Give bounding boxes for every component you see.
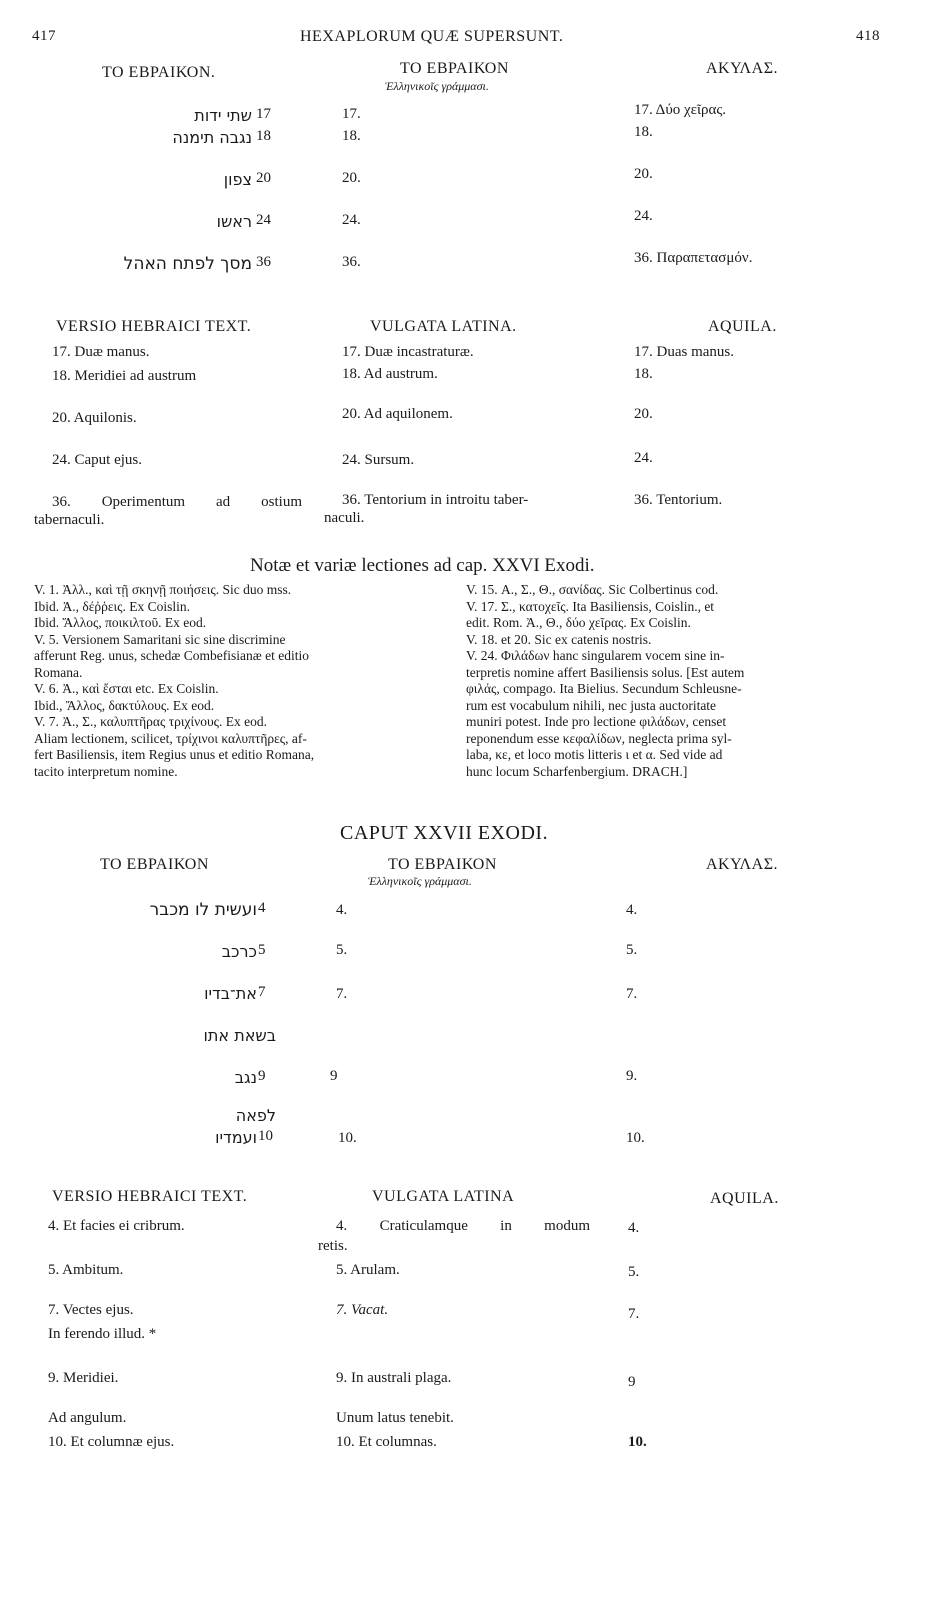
col-head-hebrew: ΤΟ ΕΒΡΑΙΚΟΝ <box>100 856 209 873</box>
hebrew-text: ועשית לו מכבר <box>149 900 257 920</box>
col-subhead-greek-letters: Ἑλληνικοῖς γράμμασι. <box>385 79 489 93</box>
col-head-greek-letters: ΤΟ ΕΒΡΑΙΚΟΝ <box>400 60 509 77</box>
versio-cell: 20. Aquilonis. <box>52 410 137 426</box>
aquila-cell: 18. <box>634 124 653 140</box>
vulgata-cell: 24. Sursum. <box>342 452 415 468</box>
col-head-vulgata: VULGATA LATINA. <box>370 318 517 335</box>
translit-cell: 9 <box>330 1068 338 1084</box>
translit-cell: 5. <box>336 942 348 958</box>
translit-cell: 4. <box>336 902 348 918</box>
note-line: muniri potest. Inde pro lectione φιλάδων, censet <box>466 714 727 729</box>
versio-cell-cont: tabernaculi. <box>34 512 105 528</box>
hebrew-text: כרכב <box>221 942 257 961</box>
versio-cell: Ad angulum. <box>48 1410 127 1426</box>
hebrew-text: את־בדיו <box>204 984 257 1003</box>
versio-cell: 4. Et facies ei cribrum. <box>48 1218 185 1234</box>
verse-number: 9 <box>258 1068 266 1084</box>
note-line: laba, κε, et loco motis litteris ι et α. Sed vide ad <box>466 747 723 762</box>
vulgata-cell: 9. In australi plaga. <box>336 1370 452 1386</box>
vulgata-cell-cont: retis. <box>318 1238 348 1254</box>
vulgata-cell: 17. Duæ incastraturæ. <box>342 344 474 360</box>
note-line: fert Basiliensis, item Regius unus et editio Romana, <box>34 747 315 762</box>
hebrew-text: מסך לפתח האהל <box>123 254 252 274</box>
versio-cell: 9. Meridiei. <box>48 1370 119 1386</box>
col-head-versio: VERSIO HEBRAICI TEXT. <box>56 318 252 335</box>
notes-right-column <box>466 582 878 780</box>
versio-cell: 7. Vectes ejus. <box>48 1302 134 1318</box>
versio-cell-cont: 10. Et columnæ ejus. <box>48 1434 175 1450</box>
aquila-cell: 4. <box>626 902 638 918</box>
vulgata-cell: 18. Ad austrum. <box>342 366 438 382</box>
versio-cell: 18. Meridiei ad austrum <box>52 368 197 384</box>
col-head-greek-letters: ΤΟ ΕΒΡΑΙΚΟΝ <box>388 856 497 873</box>
notes-heading: Notæ et variæ lectiones ad cap. XXVI Exodi. <box>250 555 595 576</box>
verse-number: 7 <box>258 984 266 1000</box>
note-line: V. 7. Ἀ., Σ., καλυπτῆρας τριχίνους. Ex eod. <box>34 714 267 729</box>
vulgata-cell: 36. Tentorium in introitu taber- <box>342 492 529 508</box>
col-head-aquila-latin: AQUILA. <box>708 318 777 335</box>
note-line: V. 24. Φιλάδων hanc singularem vocem sine in- <box>466 648 725 663</box>
col-head-aquila: ΑΚΥΛΑΣ. <box>706 856 779 873</box>
note-line: rum est vocabulum nihili, nec justa auctoritate <box>466 697 717 713</box>
aquila-cell: 24. <box>634 208 653 224</box>
vulgata-cell: 20. Ad aquilonem. <box>342 406 453 422</box>
note-line: Ibid. Ἄλλος, ποικιλτοῦ. Ex eod. <box>34 615 207 630</box>
page-number-right: 418 <box>856 28 880 44</box>
note-line: Ibid. Ἀ., δέῤῥεις. Ex Coislin. <box>34 598 191 614</box>
translit-cell: 18. <box>342 128 361 144</box>
note-line: hunc locum Scharfenbergium. DRACH.] <box>466 763 688 779</box>
verse-number: 10 <box>258 1128 273 1144</box>
aquila-cell: 18. <box>634 366 653 382</box>
running-title: HEXAPLORUM QUÆ SUPERSUNT. <box>300 28 564 45</box>
verse-number: 24 <box>256 212 271 228</box>
aquila-cell: 10. <box>628 1434 647 1450</box>
col-subhead-greek-letters: Ἑλληνικοῖς γράμμασι. <box>368 874 472 888</box>
note-line: reponendum esse κεφαλίδων, neglecta prima syl- <box>466 730 732 746</box>
chapter-title: CAPUT XXVII EXODI. <box>340 822 549 844</box>
verse-number: 17 <box>256 106 271 122</box>
hebrew-text: צפון <box>223 170 252 189</box>
hebrew-text: ועמדיו <box>215 1128 257 1147</box>
vulgata-cell: 4. Craticulamque in modum <box>336 1218 590 1234</box>
note-line: Aliam lectionem, scilicet, τρίχινοι καλυπτῆρες, af- <box>34 730 307 746</box>
translit-cell: 20. <box>342 170 361 186</box>
note-line: V. 17. Σ., κατοχεῖς. Ita Basiliensis, Coislin., et <box>466 598 715 614</box>
translit-cell: 36. <box>342 254 361 270</box>
vulgata-cell-cont: 10. Et columnas. <box>336 1434 437 1450</box>
col-head-hebrew: ΤΟ ΕΒΡΑΙΚΟΝ. <box>102 64 216 81</box>
versio-cell-cont: In ferendo illud. * <box>48 1326 157 1342</box>
verse-number: 18 <box>256 128 271 144</box>
aquila-cell: 20. <box>634 166 653 182</box>
versio-cell: 24. Caput ejus. <box>52 452 142 468</box>
aquila-cell: 5. <box>626 942 638 958</box>
verse-number: 36 <box>256 254 271 270</box>
col-head-aquila-latin: AQUILA. <box>710 1190 779 1207</box>
note-line: tacito interpretum nomine. <box>34 763 178 779</box>
aquila-cell: 20. <box>634 406 653 422</box>
aquila-cell: 7. <box>626 986 638 1002</box>
note-line: edit. Rom. Ἀ., Θ., δύο χεῖρας. Ex Coislin. <box>466 615 691 630</box>
vulgata-cell-cont: naculi. <box>324 510 365 526</box>
translit-cell: 10. <box>338 1130 357 1146</box>
aquila-cell: 17. Duas manus. <box>634 344 734 360</box>
hebrew-text: נגבה תימנה <box>172 128 252 147</box>
note-line: Romana. <box>34 664 83 680</box>
vulgata-cell: 7. Vacat. <box>336 1302 389 1318</box>
note-line: V. 1. Ἀλλ., καὶ τῇ σκηνῇ ποιήσεις. Sic duo mss. <box>34 582 292 597</box>
col-head-aquila: ΑΚΥΛΑΣ. <box>706 60 779 77</box>
vulgata-cell: Unum latus tenebit. <box>336 1410 454 1426</box>
aquila-cell: 7. <box>628 1306 640 1322</box>
note-line: V. 6. Ἀ., καὶ ἔσται etc. Ex Coislin. <box>34 681 219 696</box>
aquila-cell: 36. Παραπετασμόν. <box>634 250 753 266</box>
notes-left-column <box>34 582 442 780</box>
translit-cell: 24. <box>342 212 361 228</box>
versio-cell: 36. Operimentum ad ostium <box>52 494 302 510</box>
translit-cell: 17. <box>342 106 361 122</box>
aquila-cell: 5. <box>628 1264 640 1280</box>
note-line: φιλάς, compago. Ita Bielius. Secundum Schleusne- <box>466 681 742 696</box>
aquila-cell: 4. <box>628 1220 640 1236</box>
aquila-cell: 10. <box>626 1130 645 1146</box>
versio-cell: 17. Duæ manus. <box>52 344 150 360</box>
verse-number: 20 <box>256 170 271 186</box>
translit-cell: 7. <box>336 986 348 1002</box>
aquila-cell: 36. Tentorium. <box>634 492 723 508</box>
aquila-cell: 9. <box>626 1068 638 1084</box>
note-line: V. 18. et 20. Sic ex catenis nostris. <box>466 631 652 647</box>
note-line: terpretis nomine affert Basiliensis solus. [Est autem <box>466 664 745 680</box>
aquila-cell: 9 <box>628 1374 636 1390</box>
note-line: Ibid., Ἄλλος, δακτύλους. Ex eod. <box>34 697 215 713</box>
page-number-left: 417 <box>32 28 56 44</box>
hebrew-text: שתי ידות <box>194 106 252 125</box>
verse-number: 4 <box>258 900 266 916</box>
note-line: V. 15. Α., Σ., Θ., σανίδας. Sic Colbertinus cod. <box>466 582 719 597</box>
verse-number: 5 <box>258 942 266 958</box>
aquila-cell: 24. <box>634 450 653 466</box>
hebrew-text: נגב <box>234 1068 257 1087</box>
note-line: V. 5. Versionem Samaritani sic sine discrimine <box>34 631 286 647</box>
note-line: afferunt Reg. unus, schedæ Combefisianæ et editio <box>34 648 309 663</box>
hebrew-text: לפאה <box>235 1106 276 1125</box>
versio-cell: 5. Ambitum. <box>48 1262 124 1278</box>
col-head-versio: VERSIO HEBRAICI TEXT. <box>52 1188 248 1205</box>
hebrew-text: בשאת אתו <box>203 1026 276 1045</box>
vulgata-cell: 5. Arulam. <box>336 1262 400 1278</box>
hebrew-text: ראשו <box>216 212 252 231</box>
aquila-cell: 17. Δύο χεῖρας. <box>634 102 727 118</box>
col-head-vulgata: VULGATA LATINA <box>372 1188 515 1205</box>
